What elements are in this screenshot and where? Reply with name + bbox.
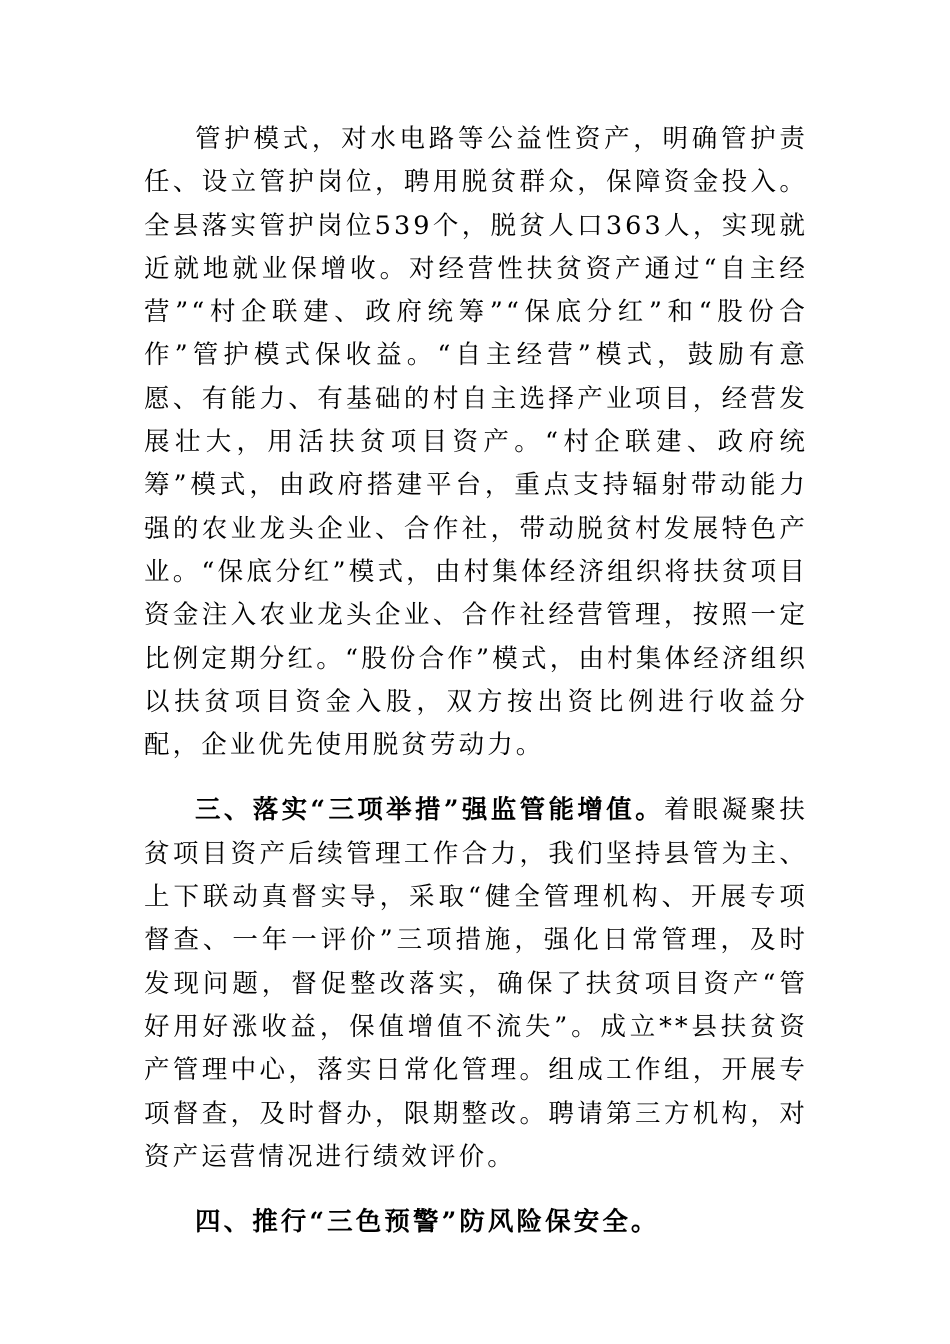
- section-four-heading: 四、推行“三色预警”防风险保安全。: [195, 1207, 660, 1238]
- paragraph-section-four: [144, 1201, 808, 1244]
- paragraph-body: 管护模式，对水电路等公益性资产，明确管护责任、设立管护岗位，聘用脱贫群众，保障资金投入。全县落实管护岗位539个，脱贫人口363人，实现就近就地就业保增收。对经营性扶贫资产通过“自主经营”“村企联建、政府统筹”“保底分红”和“股份合作”管护模式保收益。“自主经营”模式，鼓励有意愿、有能力、有基础的村自主选择产业项目，经营发展壮大，用活扶贫项目资产。“村企联建、政府统筹”模式，由政府搭建平台，重点支持辐射带动能力强的农业龙头企业、合作社，带动脱贫村发展特色产业。“保底分红”模式，由村集体经济组织将扶贫项目资金注入农业龙头企业、合作社经营管理，按照一定比例定期分红。“股份合作”模式，由村集体经济组织以扶贫项目资金入股，双方按出资比例进行收益分配，企业优先使用脱贫劳动力。: [144, 124, 808, 761]
- paragraph-asset-management-models: [144, 118, 808, 767]
- section-three-heading: 三、落实“三项举措”强监管能增值。: [195, 795, 664, 826]
- paragraph-section-three: [144, 789, 808, 1179]
- section-three-body: 着眼凝聚扶贫项目资产后续管理工作合力，我们坚持县管为主、上下联动真督实导，采取“健全管理机构、开展专项督查、一年一评价”三项措施，强化日常管理，及时发现问题，督促整改落实，确保了扶贫项目资产“管好用好涨收益，保值增值不流失”。成立**县扶贫资产管理中心，落实日常化管理。组成工作组，开展专项督查，及时督办，限期整改。聘请第三方机构，对资产运营情况进行绩效评价。: [144, 795, 808, 1172]
- document-page: [144, 118, 808, 1244]
